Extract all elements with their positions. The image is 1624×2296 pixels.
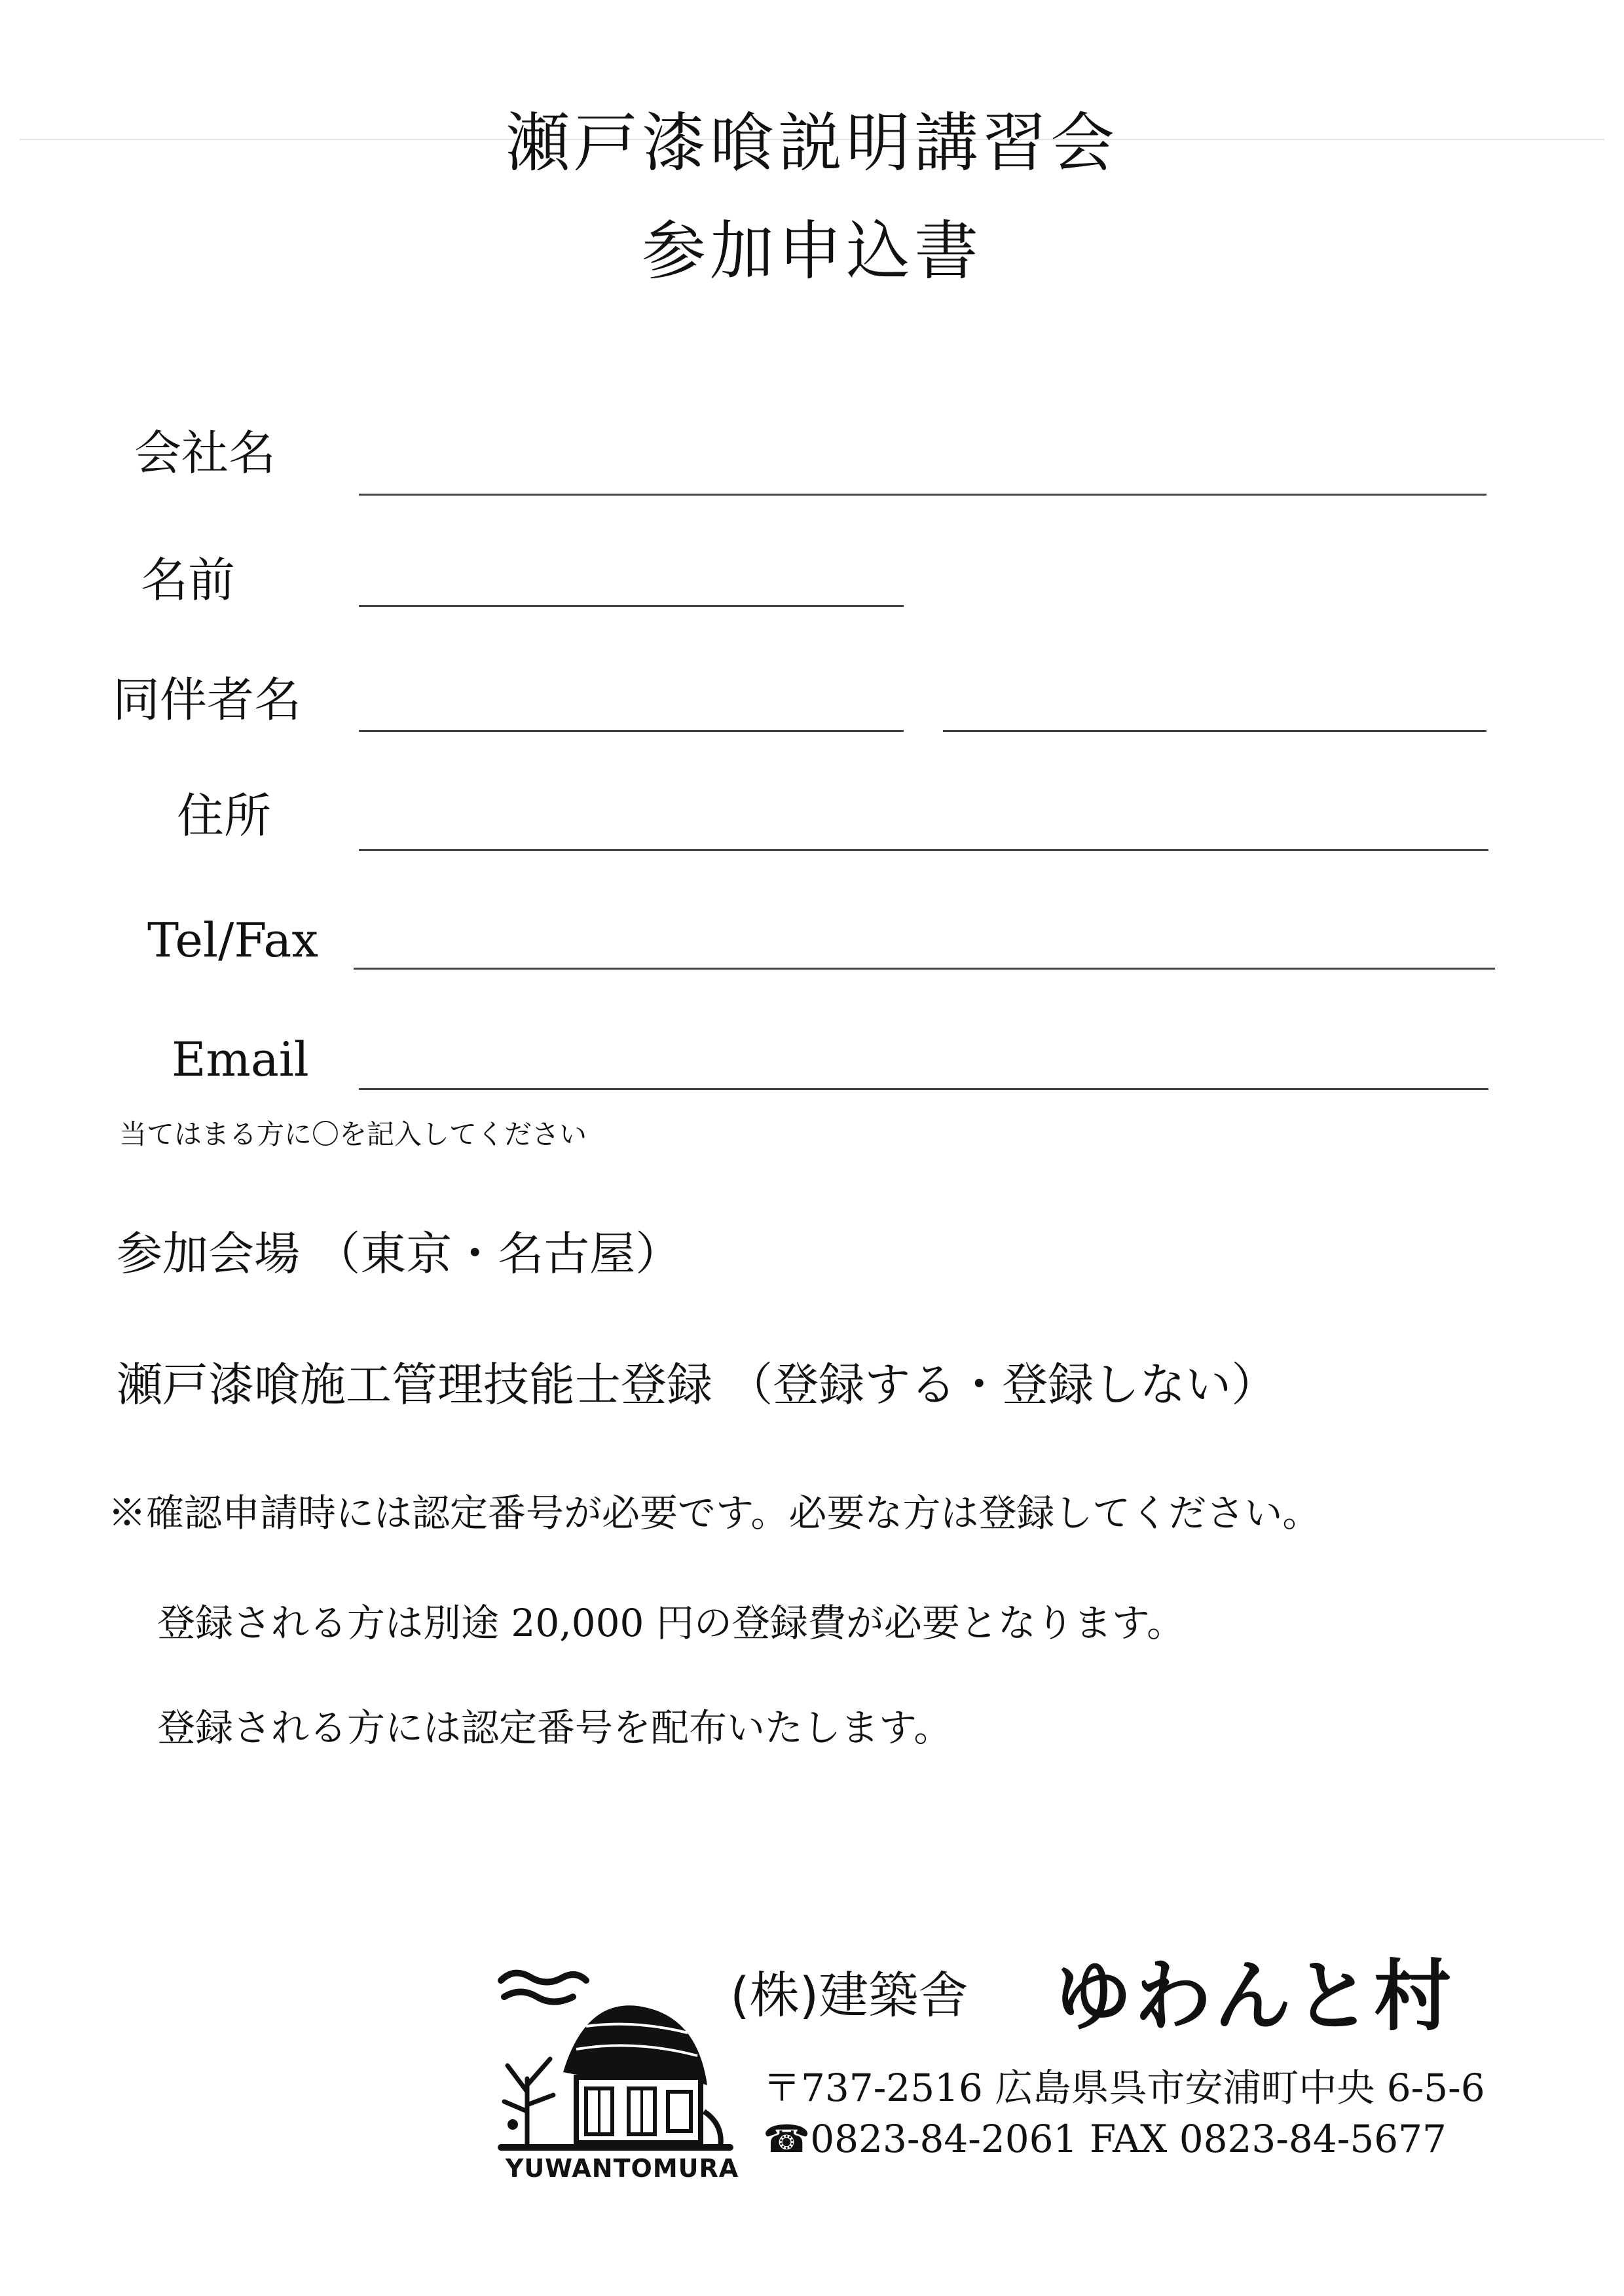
- company-prefix: (株)建築舎: [730, 1966, 969, 2024]
- companion-field-line-2[interactable]: [943, 730, 1486, 732]
- form-subtitle: 参加申込書: [641, 214, 982, 289]
- email-field-line[interactable]: [359, 1088, 1488, 1090]
- companion-label: 同伴者名: [113, 672, 302, 727]
- telfax-label: Tel/Fax: [147, 913, 318, 968]
- registration-choice[interactable]: 瀬戸漆喰施工管理技能士登録 （登録する・登録しない）: [117, 1358, 1278, 1412]
- companion-field-line-1[interactable]: [359, 730, 904, 732]
- name-label: 名前: [141, 553, 236, 608]
- company-phone-line: [763, 2117, 1447, 2161]
- logo-wordmark: YUWANTOMURA: [505, 2154, 739, 2183]
- address-field-line[interactable]: [359, 849, 1488, 851]
- remark-2: 登録される方は別途 20,000 円の登録費が必要となります。: [157, 1601, 1185, 1645]
- instruction-text: 当てはまる方に〇を記入してください: [119, 1118, 587, 1150]
- company-field-line[interactable]: [359, 494, 1486, 496]
- thatched-house-logo-icon: [488, 1961, 737, 2164]
- phone-icon: ☎: [763, 2117, 811, 2161]
- form-title: 瀬戸漆喰説明講習会: [505, 106, 1118, 181]
- venue-choice[interactable]: 参加会場 （東京・名古屋）: [117, 1227, 682, 1281]
- address-label: 住所: [177, 788, 272, 843]
- telfax-field-line[interactable]: [354, 968, 1495, 970]
- company-phone: 0823-84-2061 FAX 0823-84-5677: [810, 2117, 1447, 2161]
- name-field-line[interactable]: [359, 605, 904, 607]
- company-label: 会社名: [134, 426, 276, 481]
- remark-3: 登録される方には認定番号を配布いたします。: [157, 1705, 952, 1750]
- email-label: Email: [172, 1032, 309, 1087]
- remark-1: ※確認申請時には認定番号が必要です。必要な方は登録してください。: [108, 1491, 1321, 1535]
- company-address: 〒737-2516 広島県呉市安浦町中央 6-5-6: [763, 2066, 1485, 2110]
- company-name: ゆわんと村: [1054, 1951, 1454, 2041]
